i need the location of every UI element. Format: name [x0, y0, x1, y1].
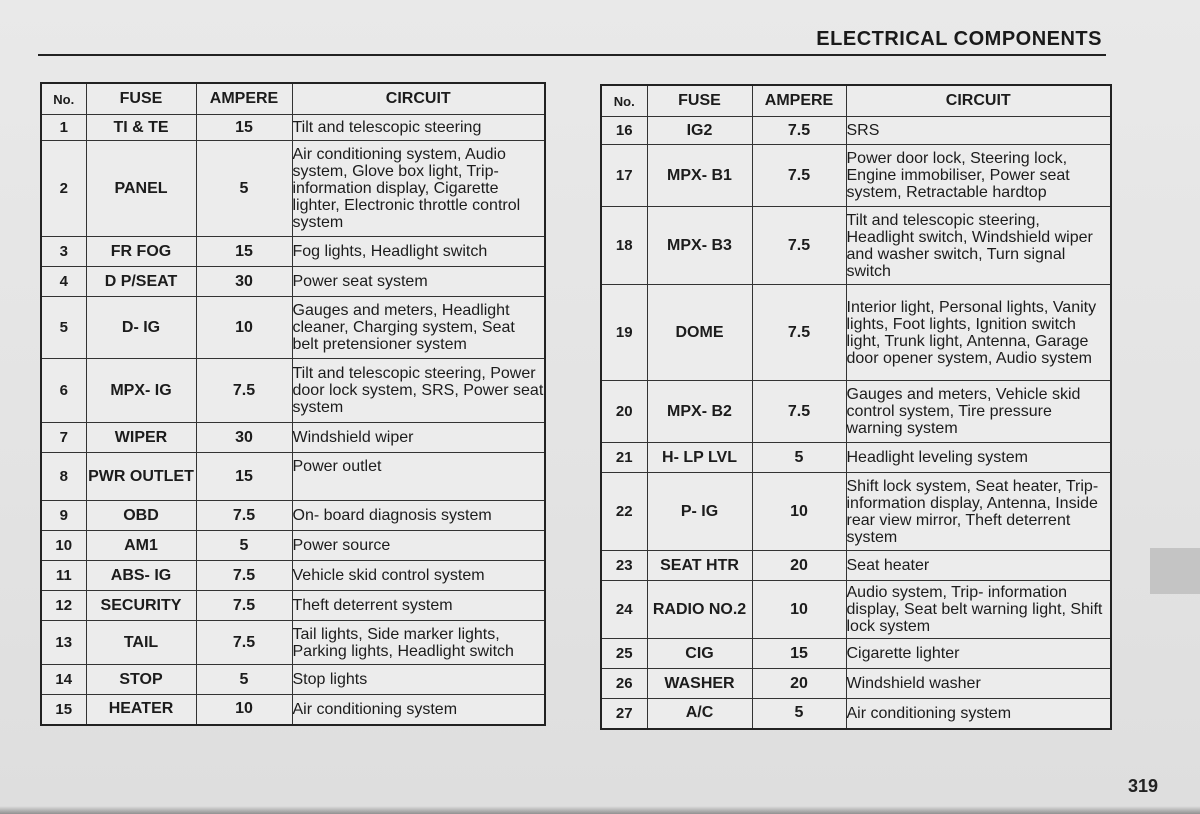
column-header-ampere: AMPERE [752, 85, 846, 117]
column-header-no: No. [41, 83, 86, 115]
fuse-name: HEATER [86, 695, 196, 725]
fuse-number: 8 [41, 453, 86, 501]
fuse-circuit: On- board diagnosis system [292, 501, 545, 531]
fuse-number: 10 [41, 531, 86, 561]
fuse-number: 23 [601, 551, 647, 581]
table-header-row [41, 83, 545, 115]
fuse-circuit: Stop lights [292, 665, 545, 695]
fuse-circuit: Shift lock system, Seat heater, Trip- information display, Antenna, Inside rear view mirror, Theft deterrent system [846, 473, 1111, 551]
fuse-number: 24 [601, 581, 647, 639]
fuse-number: 3 [41, 237, 86, 267]
fuse-circuit: Seat heater [846, 551, 1111, 581]
fuse-name: STOP [86, 665, 196, 695]
fuse-name: MPX- B3 [647, 207, 752, 285]
column-header-circuit: CIRCUIT [846, 85, 1111, 117]
fuse-number: 25 [601, 639, 647, 669]
fuse-circuit: Gauges and meters, Vehicle skid control system, Tire pressure warning system [846, 381, 1111, 443]
fuse-ampere: 5 [196, 141, 292, 237]
fuse-name: SEAT HTR [647, 551, 752, 581]
fuse-number: 9 [41, 501, 86, 531]
fuse-ampere: 7.5 [196, 591, 292, 621]
table-row [41, 531, 545, 561]
fuse-circuit: Air conditioning system [846, 699, 1111, 729]
fuse-circuit: Power source [292, 531, 545, 561]
table-row [601, 669, 1111, 699]
page-number: 319 [1128, 776, 1159, 796]
fuse-name: TI & TE [86, 115, 196, 141]
fuse-number: 27 [601, 699, 647, 729]
header-rule [38, 54, 1106, 56]
fuse-ampere: 5 [752, 699, 846, 729]
fuse-name: TAIL [86, 621, 196, 665]
fuse-circuit: Gauges and meters, Headlight cleaner, Charging system, Seat belt pretensioner system [292, 297, 545, 359]
fuse-ampere: 15 [196, 115, 292, 141]
fuse-ampere: 10 [752, 581, 846, 639]
fuse-name: H- LP LVL [647, 443, 752, 473]
fuse-number: 2 [41, 141, 86, 237]
table-row [601, 145, 1111, 207]
fuse-circuit: Power seat system [292, 267, 545, 297]
fuse-number: 18 [601, 207, 647, 285]
fuse-ampere: 15 [196, 453, 292, 501]
table-row [601, 473, 1111, 551]
fuse-number: 19 [601, 285, 647, 381]
table-row [601, 551, 1111, 581]
fuse-circuit: Tail lights, Side marker lights, Parking lights, Headlight switch [292, 621, 545, 665]
fuse-ampere: 5 [752, 443, 846, 473]
fuse-name: PWR OUTLET [86, 453, 196, 501]
fuse-circuit: Power outlet [292, 453, 545, 501]
fuse-name: MPX- IG [86, 359, 196, 423]
table-row [41, 115, 545, 141]
fuse-number: 20 [601, 381, 647, 443]
fuse-table-left [40, 82, 546, 726]
fuse-ampere: 10 [752, 473, 846, 551]
fuse-circuit: Tilt and telescopic steering, Headlight switch, Windshield wiper and washer switch, Turn signal switch [846, 207, 1111, 285]
table-row [41, 501, 545, 531]
table-row [41, 453, 545, 501]
section-title: ELECTRICAL COMPONENTS [816, 28, 1102, 50]
column-header-no: No. [601, 85, 647, 117]
fuse-number: 14 [41, 665, 86, 695]
fuse-ampere: 5 [196, 665, 292, 695]
fuse-ampere: 5 [196, 531, 292, 561]
table-row [601, 207, 1111, 285]
fuse-ampere: 30 [196, 267, 292, 297]
fuse-circuit: Windshield wiper [292, 423, 545, 453]
fuse-name: WIPER [86, 423, 196, 453]
fuse-number: 7 [41, 423, 86, 453]
fuse-ampere: 7.5 [196, 621, 292, 665]
fuse-name: RADIO NO.2 [647, 581, 752, 639]
table-row [41, 561, 545, 591]
fuse-ampere: 7.5 [196, 359, 292, 423]
fuse-name: AM1 [86, 531, 196, 561]
fuse-circuit: Tilt and telescopic steering, Power door lock system, SRS, Power seat system [292, 359, 545, 423]
fuse-ampere: 20 [752, 669, 846, 699]
fuse-circuit: Power door lock, Steering lock, Engine immobiliser, Power seat system, Retractable hardtop [846, 145, 1111, 207]
table-row [601, 699, 1111, 729]
page-edge-shadow [0, 806, 1200, 814]
fuse-number: 15 [41, 695, 86, 725]
column-header-ampere: AMPERE [196, 83, 292, 115]
fuse-ampere: 7.5 [752, 285, 846, 381]
table-row [601, 381, 1111, 443]
fuse-name: SECURITY [86, 591, 196, 621]
fuse-number: 17 [601, 145, 647, 207]
fuse-name: DOME [647, 285, 752, 381]
fuse-circuit: Headlight leveling system [846, 443, 1111, 473]
table-row [601, 285, 1111, 381]
thumb-index-tab [1150, 548, 1200, 594]
fuse-number: 26 [601, 669, 647, 699]
fuse-ampere: 7.5 [752, 207, 846, 285]
fuse-name: D- IG [86, 297, 196, 359]
table-row [601, 117, 1111, 145]
fuse-name: WASHER [647, 669, 752, 699]
fuse-table-right [600, 84, 1112, 730]
fuse-name: D P/SEAT [86, 267, 196, 297]
fuse-number: 16 [601, 117, 647, 145]
fuse-ampere: 10 [196, 695, 292, 725]
fuse-name: OBD [86, 501, 196, 531]
fuse-name: MPX- B2 [647, 381, 752, 443]
fuse-ampere: 20 [752, 551, 846, 581]
fuse-name: A/C [647, 699, 752, 729]
fuse-circuit: Windshield washer [846, 669, 1111, 699]
fuse-circuit: Theft deterrent system [292, 591, 545, 621]
table-row [41, 695, 545, 725]
column-header-fuse: FUSE [647, 85, 752, 117]
table-row [601, 581, 1111, 639]
table-row [41, 359, 545, 423]
fuse-circuit: Air conditioning system [292, 695, 545, 725]
table-row [41, 665, 545, 695]
table-row [41, 237, 545, 267]
fuse-name: MPX- B1 [647, 145, 752, 207]
table-row [41, 423, 545, 453]
table-row [41, 297, 545, 359]
fuse-circuit: Audio system, Trip- information display, Seat belt warning light, Shift lock system [846, 581, 1111, 639]
fuse-ampere: 15 [752, 639, 846, 669]
table-row [601, 443, 1111, 473]
table-row [41, 621, 545, 665]
fuse-circuit: Fog lights, Headlight switch [292, 237, 545, 267]
fuse-number: 5 [41, 297, 86, 359]
fuse-circuit: Vehicle skid control system [292, 561, 545, 591]
fuse-ampere: 7.5 [196, 501, 292, 531]
fuse-name: ABS- IG [86, 561, 196, 591]
column-header-circuit: CIRCUIT [292, 83, 545, 115]
fuse-circuit: Air conditioning system, Audio system, Glove box light, Trip- information display, Cigarette lighter, Electronic throttle control system [292, 141, 545, 237]
fuse-name: IG2 [647, 117, 752, 145]
fuse-name: PANEL [86, 141, 196, 237]
fuse-ampere: 7.5 [752, 117, 846, 145]
fuse-ampere: 7.5 [752, 381, 846, 443]
fuse-name: P- IG [647, 473, 752, 551]
fuse-number: 12 [41, 591, 86, 621]
fuse-number: 6 [41, 359, 86, 423]
fuse-ampere: 7.5 [196, 561, 292, 591]
fuse-number: 4 [41, 267, 86, 297]
fuse-name: CIG [647, 639, 752, 669]
fuse-name: FR FOG [86, 237, 196, 267]
fuse-circuit: Tilt and telescopic steering [292, 115, 545, 141]
table-row [601, 639, 1111, 669]
fuse-number: 22 [601, 473, 647, 551]
column-header-fuse: FUSE [86, 83, 196, 115]
fuse-ampere: 30 [196, 423, 292, 453]
fuse-number: 1 [41, 115, 86, 141]
fuse-ampere: 15 [196, 237, 292, 267]
fuse-ampere: 10 [196, 297, 292, 359]
fuse-number: 11 [41, 561, 86, 591]
table-row [41, 141, 545, 237]
table-row [41, 591, 545, 621]
table-row [41, 267, 545, 297]
fuse-circuit: Cigarette lighter [846, 639, 1111, 669]
table-header-row [601, 85, 1111, 117]
fuse-circuit: Interior light, Personal lights, Vanity lights, Foot lights, Ignition switch light, Trunk light, Antenna, Garage door opener system, Audio system [846, 285, 1111, 381]
fuse-number: 13 [41, 621, 86, 665]
fuse-number: 21 [601, 443, 647, 473]
fuse-ampere: 7.5 [752, 145, 846, 207]
fuse-circuit: SRS [846, 117, 1111, 145]
